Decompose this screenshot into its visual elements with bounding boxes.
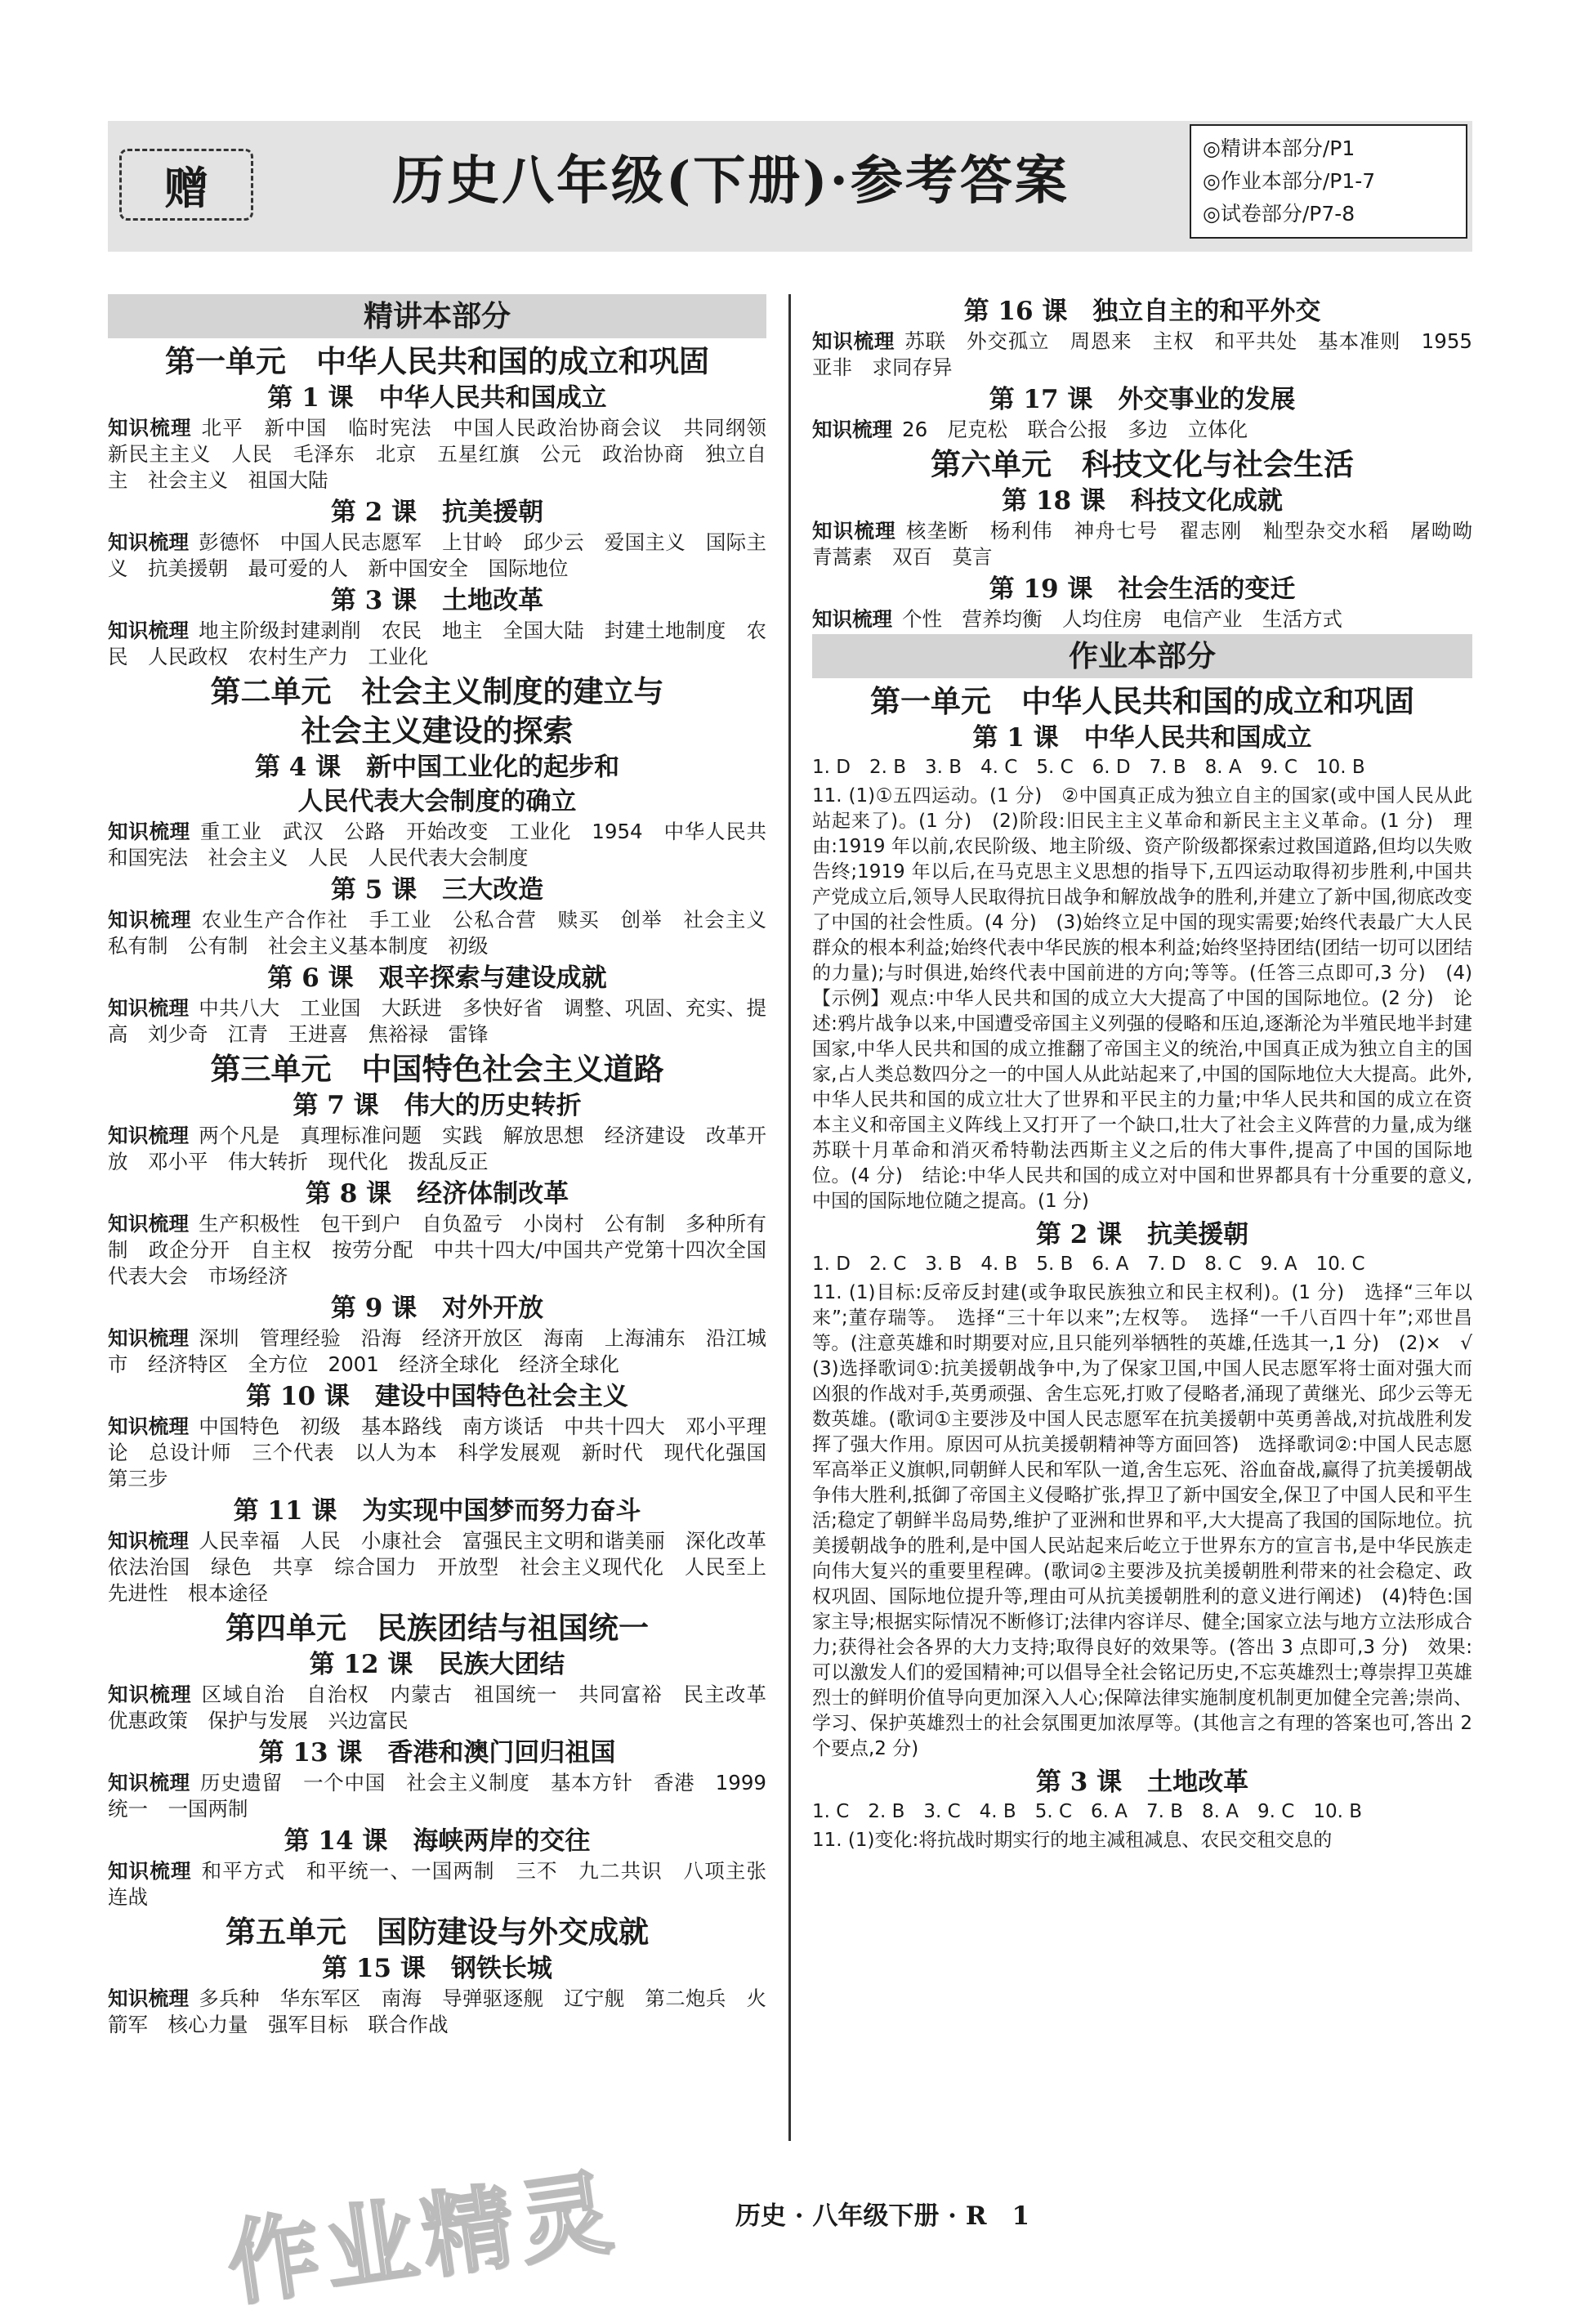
lesson-title: 第 15 课 钢铁长城 [322, 1954, 552, 1983]
answer-paragraph: 11. (1)目标:反帝反封建(或争取民族独立和民主权利)。(1 分) 选择“三年以来”;董存瑞等。 选择“三十年以来”;左权等。 选择“一千八百四十年”;邓世昌等。(注意英雄和时期要对应,且只能列举牺牲的英雄,任选其一,1 分) (2)× √ (3)选择歌词①:抗美援朝战争中,为了保家卫国,中国人民志愿军将士面对强大而凶狠的作战对手,英勇顽强、舍生忘死,打败了侵略者,涌现了黄继光、邱少云等无数英雄。(歌词①主要涉及中国人民志愿军在抗美援朝中英勇善战,对抗战胜利发挥了强大作用。原因可从抗美援朝精神等方面回答) 选择歌词②:中国人民志愿军高举正义旗帜,同朝鲜人民和军队一道,舍生忘死、浴血奋战,赢得了抗美援朝战争伟大胜利,抵御了帝国主义侵略扩张,捍卫了新中国安全,保卫了中国人民和平生活;稳定了朝鲜半岛局势,维护了亚洲和世界和平,大大提高了我国的国际地位。抗美援朝战争的胜利,是中国人民站起来后屹立于世界东方的宣言书,是中华民族走向伟大复兴的重要里程碑。(歌词②主要涉及抗美援朝胜利带来的社会稳定、政权巩固、国际地位提升等,理由可从抗美援朝胜利的意义进行阐述) (4)特色:国家主导;根据实际情况不断修订;法律内容详尽、健全;国家立法与地方立法形成合力;获得社会各界的大力支持;取得良好的效果等。(答出 3 点即可,3 分) 效果:可以激发人们的爱国精神;可以倡导全社会铭记历史,不忘英雄烈士;尊崇捍卫英雄烈士的鲜明价值导向更加深入人心;保障法律实施制度机制更加健全完善;崇尚、学习、保护英雄烈士的社会氛围更加浓厚等。(其他言之有理的答案也可,答出 2 个要点,2 分) [812, 1282, 1491, 1759]
knowledge-label: 知识梳理 [812, 519, 896, 543]
lesson-title: 第 16 课 独立自主的和平外交 [963, 297, 1321, 326]
toc-item: ◎作业本部分/P1-7 [1203, 169, 1376, 193]
knowledge-label: 知识梳理 [108, 1771, 190, 1794]
watermark-logo: 作业精灵 [221, 2159, 625, 2319]
lesson-title: 第 6 课 艰辛探索与建设成就 [267, 963, 607, 993]
unit-title: 第三单元 中国特色社会主义道路 [210, 1051, 664, 1087]
knowledge-summary: 知识梳理 和平方式 和平统一、一国两制 三不 九二共识 八项主张 连战 [108, 1859, 787, 1909]
lesson-title: 第 1 课 中华人民共和国成立 [972, 723, 1312, 753]
lesson-title: 第 3 课 土地改革 [330, 586, 544, 615]
lesson-title: 第 13 课 香港和澳门回归祖国 [258, 1738, 616, 1768]
knowledge-summary: 知识梳理 农业生产合作社 手工业 公私合营 赎买 创举 社会主义 私有制 公有制 社会主义基本制度 初级 [108, 908, 787, 958]
knowledge-label: 知识梳理 [812, 607, 892, 631]
lesson-title: 第 10 课 建设中国特色社会主义 [246, 1382, 628, 1411]
toc-box [1190, 124, 1467, 239]
section-title-zuoye: 作业本部分 [812, 634, 1472, 678]
knowledge-label: 知识梳理 [108, 619, 190, 642]
knowledge-summary: 知识梳理 深圳 管理经验 沿海 经济开放区 海南 上海浦东 沿江城市 经济特区 全方位 2001 经济全球化 经济全球化 [108, 1326, 767, 1376]
toc-item: ◎精讲本部分/P1 [1203, 136, 1355, 160]
knowledge-label: 知识梳理 [108, 1529, 190, 1553]
toc-item: ◎试卷部分/P7-8 [1203, 202, 1355, 226]
knowledge-summary: 知识梳理 北平 新中国 临时宪法 中国人民政治协商会议 共同纲领 新民主主义 人民 毛泽东 北京 五星红旗 公元 政治协商 独立自主 社会主义 祖国大陆 [108, 416, 787, 492]
page-footer: 历史 · 八年级下册 · R 1 [735, 2201, 1030, 2231]
lesson-title: 第 14 课 海峡两岸的交往 [284, 1826, 591, 1856]
answer-paragraph: 11. (1)变化:将抗战时期实行的地主减租减息、农民交租交息的 [812, 1830, 1333, 1851]
knowledge-label: 知识梳理 [108, 1326, 190, 1350]
lesson-title: 第 2 课 抗美援朝 [330, 498, 544, 527]
knowledge-summary: 知识梳理 两个凡是 真理标准问题 实践 解放思想 经济建设 改革开放 邓小平 伟大转折 现代化 拨乱反正 [108, 1124, 767, 1173]
unit-title: 第六单元 科技文化与社会生活 [931, 446, 1354, 482]
answer-paragraph: 1. D 2. C 3. B 4. B 5. B 6. A 7. D 8. C 9. A 10. C [812, 1254, 1365, 1275]
knowledge-summary: 知识梳理 地主阶级封建剥削 农民 地主 全国大陆 封建土地制度 农民 人民政权 农村生产力 工业化 [108, 619, 767, 668]
knowledge-label: 知识梳理 [108, 416, 192, 440]
unit-title: 第一单元 中华人民共和国的成立和巩固 [165, 343, 709, 379]
knowledge-summary: 知识梳理 重工业 武汉 公路 开始改变 工业化 1954 中华人民共和国宪法 社会主义 人民 人民代表大会制度 [108, 820, 766, 869]
knowledge-summary: 知识梳理 生产积极性 包干到户 自负盈亏 小岗村 公有制 多种所有制 政企分开 自主权 按劳分配 中共十四大/中国共产党第十四次全国代表大会 市场经济 [108, 1212, 767, 1288]
lesson-title: 第 4 课 新中国工业化的起步和 人民代表大会制度的确立 [254, 753, 620, 816]
knowledge-label: 知识梳理 [108, 820, 190, 843]
knowledge-label: 知识梳理 [108, 1683, 192, 1706]
knowledge-label: 知识梳理 [108, 1859, 192, 1883]
answer-paragraph: 11. (1)①五四运动。(1 分) ②中国真正成为独立自主的国家(或中国人民从此站起来了)。(1 分) (2)阶段:旧民主主义革命和新民主主义革命。(1 分) 理由:1919 年以前,农民阶级、地主阶级、资产阶级都探索过救国道路,但均以失败告终;1919 年以后,在马克思主义思想的指导下,五四运动取得初步胜利,中国共产党成立后,领导人民取得抗日战争和解放战争的胜利,并建立了新中国,彻底改变了中国的社会性质。(4 分) (3)始终立足中国的现实需要;始终代表最广大人民群众的根本利益;始终代表中华民族的根本利益;始终坚持团结(团结一切可以团结的力量);与时俱进,始终代表中国前进的方向;等等。(任答三点即可,3 分) (4)【示例】观点:中华人民共和国的成立大大提高了中国的国际地位。(2 分) 论述:鸦片战争以来,中国遭受帝国主义列强的侵略和压迫,逐渐沦为半殖民地半封建国家,中华人民共和国的成立推翻了帝国主义的统治,中国真正成为独立自主的国家,占人类总数四分之一的中国人从此站起来了,中国的国际地位大大提高。此外,中华人民共和国的成立壮大了世界和平民主的力量;中华人民共和国的成立在资本主义和帝国主义阵线上又打开了一个缺口,壮大了社会主义阵营的力量,成为继苏联十月革命和消灭希特勒法西斯主义之后的伟大事件,提高了中国的国际地位。(4 分) 结论:中华人民共和国的成立对中国和世界都具有十分重要的意义,中国的国际地位随之提高。(1 分) [812, 785, 1472, 1212]
lesson-title: 第 11 课 为实现中国梦而努力奋斗 [233, 1496, 641, 1526]
knowledge-summary: 知识梳理 多兵种 华东军区 南海 导弹驱逐舰 辽宁舰 第二炮兵 火箭军 核心力量 强军目标 联合作战 [108, 1987, 767, 2036]
knowledge-summary: 知识梳理 历史遗留 一个中国 社会主义制度 基本方针 香港 1999 统一 一国两制 [108, 1771, 787, 1821]
knowledge-summary: 知识梳理 区域自治 自治权 内蒙古 祖国统一 共同富裕 民主改革 优惠政策 保护与发展 兴边富民 [108, 1683, 787, 1732]
knowledge-label: 知识梳理 [812, 418, 892, 441]
knowledge-summary: 知识梳理 彭德怀 中国人民志愿军 上甘岭 邱少云 爱国主义 国际主义 抗美援朝 最可爱的人 新中国安全 国际地位 [108, 530, 767, 580]
column-divider [788, 294, 791, 2141]
knowledge-label: 知识梳理 [108, 1415, 190, 1438]
gift-badge: 赠 [119, 149, 253, 221]
lesson-title: 第 7 课 伟大的历史转折 [293, 1091, 582, 1120]
lesson-title: 第 9 课 对外开放 [330, 1294, 544, 1323]
knowledge-summary: 知识梳理 核垄断 杨利伟 神舟七号 翟志刚 籼型杂交水稻 屠呦呦 青蒿素 双百 莫言 [812, 519, 1493, 569]
left-column [108, 294, 787, 2040]
knowledge-summary: 知识梳理 中共八大 工业国 大跃进 多快好省 调整、巩固、充实、提高 刘少奇 江青 王进喜 焦裕禄 雷锋 [108, 996, 767, 1046]
knowledge-summary: 知识梳理 个性 营养均衡 人均住房 电信产业 生活方式 [812, 607, 1342, 631]
unit-title: 第一单元 中华人民共和国的成立和巩固 [870, 683, 1414, 719]
lesson-title: 第 5 课 三大改造 [330, 875, 544, 905]
unit-title: 第五单元 国防建设与外交成就 [226, 1914, 649, 1950]
lesson-title: 第 3 课 土地改革 [1035, 1768, 1249, 1797]
knowledge-summary: 知识梳理 中国特色 初级 基本路线 南方谈话 中共十四大 邓小平理论 总设计师 三个代表 以人为本 科学发展观 新时代 现代化强国 第三步 [108, 1415, 787, 1490]
knowledge-label: 知识梳理 [812, 329, 895, 353]
answer-paragraph: 1. C 2. B 3. C 4. B 5. C 6. A 7. B 8. A 9. C 10. B [812, 1801, 1363, 1822]
lesson-title: 第 12 课 民族大团结 [309, 1650, 565, 1679]
document-title: 历史八年级(下册)·参考答案 [392, 150, 1070, 212]
knowledge-label: 知识梳理 [108, 1987, 190, 2010]
lesson-title: 第 1 课 中华人民共和国成立 [267, 383, 607, 413]
knowledge-label: 知识梳理 [108, 1124, 190, 1147]
knowledge-summary: 知识梳理 人民幸福 人民 小康社会 富强民主文明和谐美丽 深化改革 依法治国 绿色 共享 综合国力 开放型 社会主义现代化 人民至上 先进性 根本途径 [108, 1529, 787, 1605]
knowledge-summary: 知识梳理 苏联 外交孤立 周恩来 主权 和平共处 基本准则 1955 亚非 求同存异 [812, 329, 1493, 379]
section-title-jingjiang: 精讲本部分 [108, 294, 766, 338]
unit-title: 第二单元 社会主义制度的建立与 社会主义建设的探索 [210, 673, 664, 749]
lesson-title: 第 17 课 外交事业的发展 [989, 385, 1296, 414]
unit-title: 第四单元 民族团结与祖国统一 [226, 1610, 649, 1646]
right-column [812, 294, 1493, 1857]
lesson-title: 第 18 课 科技文化成就 [1002, 486, 1283, 516]
answer-paragraph: 1. D 2. B 3. B 4. C 5. C 6. D 7. B 8. A 9. C 10. B [812, 757, 1365, 778]
knowledge-label: 知识梳理 [108, 996, 190, 1020]
knowledge-summary: 知识梳理 26 尼克松 联合公报 多边 立体化 [812, 418, 1248, 441]
lesson-title: 第 8 课 经济体制改革 [305, 1179, 569, 1209]
knowledge-label: 知识梳理 [108, 530, 190, 554]
knowledge-label: 知识梳理 [108, 908, 192, 932]
lesson-title: 第 19 课 社会生活的变迁 [989, 574, 1296, 604]
lesson-title: 第 2 课 抗美援朝 [1035, 1220, 1249, 1249]
knowledge-label: 知识梳理 [108, 1212, 190, 1236]
